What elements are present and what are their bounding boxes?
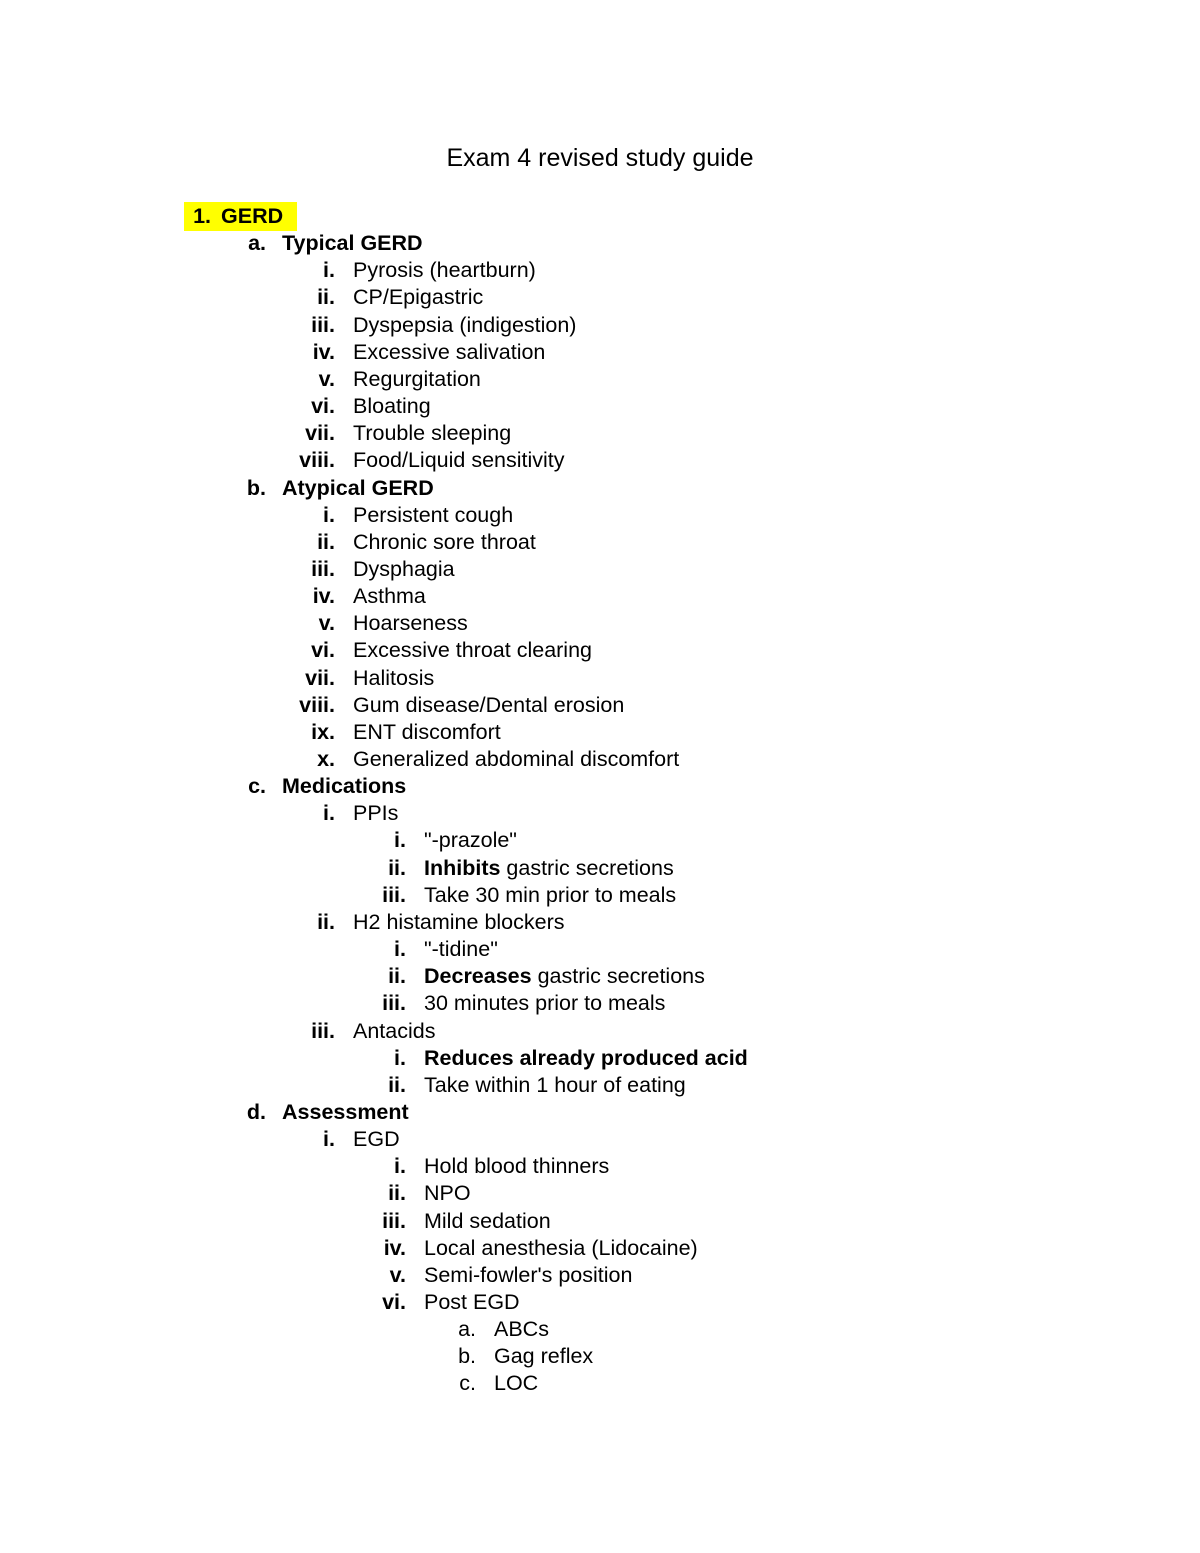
- outline-item-text: Hold blood thinners: [424, 1154, 610, 1179]
- outline-item-text: Asthma: [353, 584, 426, 609]
- outline-item: [0, 529, 1200, 556]
- outline-item-marker: iii.: [382, 1208, 406, 1233]
- outline-item-text: Post EGD: [424, 1290, 520, 1314]
- outline-item-marker: v.: [389, 1262, 406, 1287]
- outline-item-marker: a.: [248, 231, 266, 256]
- outline-item-marker: iii.: [382, 882, 406, 907]
- outline-item-text: CP/Epigastric: [353, 285, 484, 310]
- outline-item: [0, 1208, 1200, 1235]
- outline-item: [0, 339, 1200, 366]
- outline-item: [0, 1018, 1200, 1045]
- outline-item-text: ENT discomfort: [353, 719, 501, 744]
- outline-item-text: Pyrosis (heartburn): [353, 258, 536, 283]
- outline-item: [0, 1370, 1200, 1397]
- outline-item: [0, 990, 1200, 1017]
- outline-item-marker: ii.: [388, 855, 406, 880]
- outline-item-marker: ii.: [317, 909, 335, 934]
- outline-item: [0, 1262, 1200, 1289]
- outline-item-text: EGD: [353, 1127, 400, 1152]
- outline-item-marker: v.: [318, 366, 335, 391]
- outline-item-marker: c.: [248, 774, 266, 799]
- outline-item-text: Dyspepsia (indigestion): [353, 312, 577, 337]
- outline-item-text: "-prazole": [424, 828, 517, 853]
- outline-item: [0, 230, 1200, 257]
- outline-item-marker: c.: [459, 1371, 476, 1396]
- outline-item-marker: ii.: [388, 964, 406, 989]
- outline-item: [0, 1072, 1200, 1099]
- outline-item: [0, 583, 1200, 610]
- outline-item-text: Atypical GERD: [282, 475, 434, 500]
- outline-item: [0, 1126, 1200, 1153]
- outline-item-marker: i.: [323, 801, 335, 826]
- outline-item: [0, 1316, 1200, 1343]
- outline-item-marker: ix.: [311, 719, 335, 744]
- outline-item: [0, 257, 1200, 284]
- outline-item-marker: ii.: [317, 285, 335, 310]
- outline-item-text: Take within 1 hour of eating: [424, 1072, 686, 1097]
- outline-item-text: Local anesthesia (Lidocaine): [424, 1235, 698, 1260]
- outline-item-marker: viii.: [299, 448, 335, 473]
- outline-item-text: Hoarseness: [353, 611, 468, 636]
- outline-item: [0, 746, 1200, 773]
- outline-item-marker: iv.: [312, 584, 335, 609]
- outline-item-text: [424, 963, 705, 990]
- outline-item-text: LOC: [494, 1371, 539, 1396]
- outline-item-text: Antacids: [353, 1018, 436, 1043]
- outline-item: [0, 1153, 1200, 1180]
- outline-item-text: Regurgitation: [353, 366, 481, 391]
- outline-item-text: Excessive salivation: [353, 339, 546, 364]
- outline-item-marker: iv.: [383, 1235, 406, 1260]
- outline-item-marker: vii.: [305, 665, 335, 690]
- outline-item: [0, 909, 1200, 936]
- outline-item: [0, 610, 1200, 637]
- outline-item-text: Excessive throat clearing: [353, 638, 592, 663]
- outline-item: [0, 556, 1200, 583]
- outline-item-marker: i.: [323, 1127, 335, 1152]
- outline-item-text: Mild sedation: [424, 1208, 551, 1233]
- outline-item-text: Bloating: [353, 394, 431, 419]
- outline-item: [0, 882, 1200, 909]
- item-rest-text: gastric secretions: [500, 855, 674, 880]
- outline-item: [0, 203, 1200, 230]
- outline-item: [0, 284, 1200, 311]
- outline-item: [0, 827, 1200, 854]
- outline-item-marker: i.: [323, 502, 335, 527]
- outline-item-marker: b.: [246, 475, 266, 500]
- outline-item-marker: i.: [394, 828, 406, 853]
- outline-item-marker: v.: [318, 611, 335, 636]
- outline-item-marker: d.: [246, 1099, 266, 1124]
- outline-item: [0, 1045, 1200, 1072]
- outline-item-marker: vi.: [311, 638, 335, 663]
- outline-item-text: Reduces already produced acid: [424, 1045, 748, 1070]
- outline-item: [0, 773, 1200, 800]
- outline-item-marker: i.: [323, 258, 335, 283]
- outline-item: [0, 719, 1200, 746]
- outline-item-marker: iii.: [382, 991, 406, 1016]
- outline-item-marker: a.: [458, 1317, 476, 1342]
- outline-item-text: Halitosis: [353, 665, 435, 690]
- outline-item: [0, 366, 1200, 393]
- outline-item: [0, 963, 1200, 990]
- outline-item: [0, 855, 1200, 882]
- outline-item-text: [424, 855, 674, 882]
- outline-item-marker: x.: [317, 747, 335, 771]
- item-rest-text: gastric secretions: [531, 964, 705, 989]
- outline-item: [0, 475, 1200, 502]
- outline-item-marker: i.: [394, 1045, 406, 1070]
- outline-item-text: Gum disease/Dental erosion: [353, 692, 625, 717]
- outline-item-text: Generalized abdominal discomfort: [353, 747, 680, 771]
- outline-item: [0, 312, 1200, 339]
- outline-item: [0, 447, 1200, 474]
- outline-item-text: 30 minutes prior to meals: [424, 991, 666, 1016]
- outline-item-marker: viii.: [299, 692, 335, 717]
- outline-item: [0, 1180, 1200, 1207]
- outline-item-text: Persistent cough: [353, 502, 514, 527]
- outline-item-text: Trouble sleeping: [353, 421, 512, 446]
- outline-item: [0, 1235, 1200, 1262]
- outline-item-text: Assessment: [282, 1099, 409, 1124]
- outline-item-marker: 1.: [193, 204, 211, 228]
- outline-item-marker: vi.: [311, 394, 335, 419]
- outline-item: [0, 800, 1200, 827]
- outline-item-marker: iii.: [311, 312, 335, 337]
- page-title: Exam 4 revised study guide: [446, 144, 754, 172]
- outline-item-marker: vi.: [382, 1290, 406, 1314]
- outline-item-marker: ii.: [388, 1072, 406, 1097]
- outline-item: [0, 936, 1200, 963]
- outline-item-text: "-tidine": [424, 937, 498, 962]
- outline-item: [0, 1289, 1200, 1316]
- outline-item-marker: i.: [394, 1154, 406, 1179]
- outline-item-text: PPIs: [353, 801, 399, 826]
- outline-item-marker: iv.: [312, 339, 335, 364]
- outline-item-text: Semi-fowler's position: [424, 1262, 633, 1287]
- outline-item: [0, 1099, 1200, 1126]
- outline-item-marker: iii.: [311, 1018, 335, 1043]
- outline-item-marker: ii.: [317, 529, 335, 554]
- outline-item-text: ABCs: [494, 1317, 549, 1342]
- outline-item-marker: iii.: [311, 556, 335, 581]
- outline-item-marker: vii.: [305, 421, 335, 446]
- outline-item: [0, 1343, 1200, 1370]
- outline-item-text: Gag reflex: [494, 1344, 594, 1369]
- outline-item: [0, 420, 1200, 447]
- outline-item-text: Dysphagia: [353, 556, 455, 581]
- emphasis-text: Inhibits: [424, 855, 501, 880]
- outline-item-text: Chronic sore throat: [353, 529, 536, 554]
- outline-item-text: Medications: [282, 774, 407, 799]
- outline-item: [0, 665, 1200, 692]
- outline-item-marker: ii.: [388, 1181, 406, 1206]
- outline-item-marker: b.: [458, 1344, 476, 1369]
- outline-item-text: GERD: [221, 204, 284, 228]
- outline-item: [0, 692, 1200, 719]
- outline-item-marker: i.: [394, 937, 406, 962]
- outline-item: [0, 393, 1200, 420]
- outline-item: [0, 637, 1200, 664]
- outline-item: [0, 502, 1200, 529]
- outline-item-text: Take 30 min prior to meals: [424, 882, 677, 907]
- outline-item-text: Food/Liquid sensitivity: [353, 448, 565, 473]
- outline-item-text: H2 histamine blockers: [353, 909, 565, 934]
- outline-item-text: Typical GERD: [282, 231, 423, 256]
- emphasis-text: Decreases: [424, 964, 532, 989]
- outline-item-text: NPO: [424, 1181, 471, 1206]
